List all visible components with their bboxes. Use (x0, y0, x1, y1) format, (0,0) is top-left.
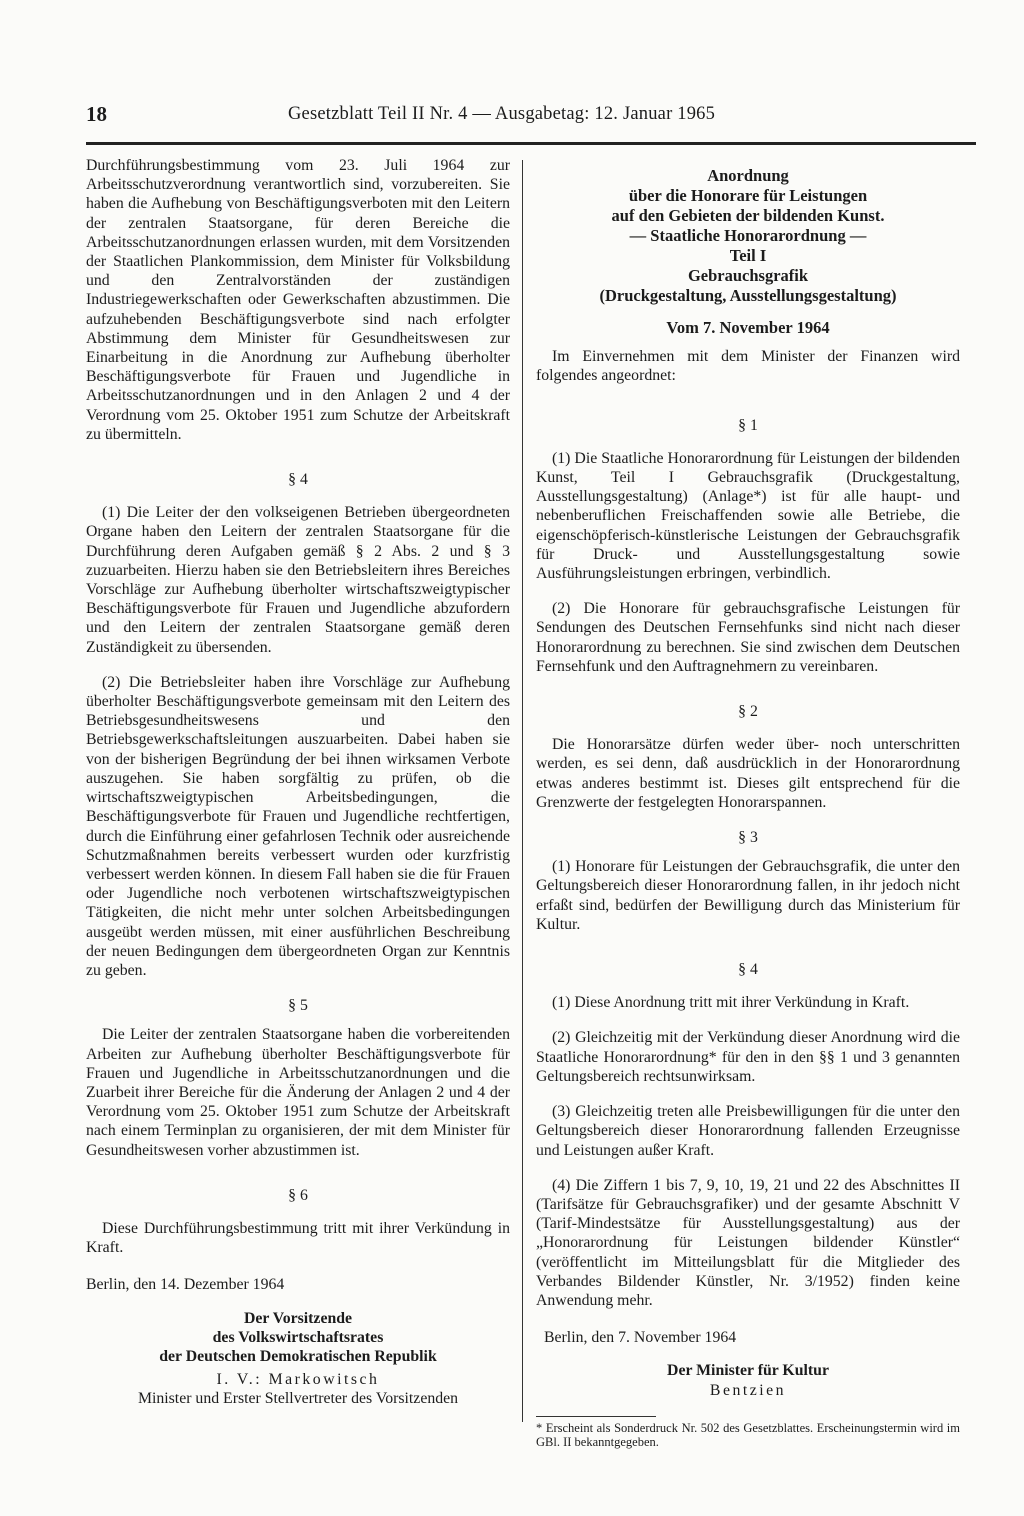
right-date-line: Berlin, den 7. November 1964 (544, 1329, 737, 1347)
ordinance-date: Vom 7. November 1964 (666, 318, 830, 337)
page-header (86, 102, 986, 132)
footnote-rule (536, 1416, 656, 1417)
section-heading-5: § 5 (288, 997, 308, 1015)
ordinance-title-2: über die Honorare für Leistungen (628, 186, 868, 205)
left-column (86, 156, 510, 1409)
section-heading-6: § 6 (288, 1186, 308, 1204)
paragraph-4-2: (2) Die Betriebsleiter haben ihre Vorschläge zur Aufhebung überholter Beschäftigungsverbote gemeinsam mit den Leitern des Betriebsgesundheitswesens und den Betriebsgewerkschaftsleitungen auszuarbeiten. Dabei haben sie von der bisherigen Begründung der bei ihnen wirksamen Verbote auszugehen. Sie haben sorgfältig zu prüfen, ob die wirtschaftszweigtypischen Arbeitsbedingungen, die Beschäftigungsverbote für Frauen und Jugendliche rechtfertigen, durch die Einführung einer gefahrlosen Technik oder ausreichende Schutzmaßnahmen bereits verbessert wurden oder kurzfristig verbessert werden können. In diesem Fall haben sie die für Frauen oder Jugendliche noch verbotenen wirtschaftszweigtypischen Tätigkeiten, die nicht mehr unter solchen Arbeitsbedingungen ausgeübt werden müssen, mit einer ausführlichen Beschreibung der neuen Bedingungen dem übergeordneten Organ zur Kenntnis zu geben. (86, 673, 510, 979)
paragraph-4r-3: (3) Gleichzeitig treten alle Preisbewilligungen für die unter den Geltungsbereich dieser Honorarordnung fallenden Erzeugnisse und Leistungen außer Kraft. (536, 1103, 960, 1159)
section-heading-2: § 2 (738, 703, 758, 721)
paragraph-4r-4: (4) Die Ziffern 1 bis 7, 9, 10, 19, 21 und 22 des Abschnittes II (Tarifsätze für Gebrauchsgrafiker) und der gesamte Abschnitt V (Tarif-Mindestsätze für Ausstellungsgestaltung) aus der „Honorarordnung für Leistungen bildender Künstler“ (veröffentlicht im Mitteilungsblatt für die Mitglieder des Verbandes Bildender Künstler, Nr. 3/1952) finden keine Anwendung mehr. (536, 1176, 960, 1309)
header-rule (86, 142, 976, 145)
ordinance-title-3: auf den Gebieten der bildenden Kunst. (611, 206, 885, 225)
ordinance-part: Teil I (729, 246, 767, 265)
signatory-title-3: der Deutschen Demokratischen Republik (159, 1347, 437, 1365)
ordinance-part-name: Gebrauchsgrafik (687, 266, 809, 285)
ordinance-part-scope: (Druckgestaltung, Ausstellungsgestaltung) (599, 286, 897, 305)
preamble: Im Einvernehmen mit dem Minister der Finanzen wird folgendes angeordnet: (536, 348, 960, 385)
paragraph-2: Die Honorarsätze dürfen weder über- noch unterschritten werden, es sei denn, daß ausdrücklich in der Honorarordnung etwas anderes bestimmt ist. Dieses gilt entsprechend für die Grenzwerte der festgelegten Honorarspannen. (536, 736, 960, 811)
gazette-title: Gesetzblatt Teil II Nr. 4 — Ausgabetag: 12. Januar 1965 (288, 104, 716, 124)
minister-title: Der Minister für Kultur (667, 1362, 829, 1380)
column-divider (522, 160, 523, 1422)
right-column (536, 166, 960, 1449)
signatory-name: I. V.: Markowitsch (216, 1371, 380, 1389)
paragraph-4r-1: (1) Diese Anordnung tritt mit ihrer Verkündung in Kraft. (552, 994, 910, 1012)
section-heading-3: § 3 (738, 829, 758, 847)
paragraph-3-1: (1) Honorare für Leistungen der Gebrauchsgrafik, die unter den Geltungsbereich dieser Honorarordnung fallen, in ihr jedoch nicht erfaßt sind, bedürfen der Bewilligung durch das Ministerium für Kultur. (536, 858, 960, 933)
paragraph-1-1: (1) Die Staatliche Honorarordnung für Leistungen der bildenden Kunst, Teil I Gebrauchsgrafik (Druckgestaltung, Ausstellungsgestaltung) (Anlage*) ist für alle haupt- und nebenberuflichen Freischaffenden sowie alle Betriebe, die eigenschöpferisch-künstlerische Leistungen der Gebrauchsgrafik für Druck- und Ausstellungsgestaltung sowie Ausführungsleistungen erbringen, verbindlich. (536, 449, 960, 583)
section-heading-4: § 4 (288, 471, 308, 489)
page-number: 18 (86, 102, 107, 126)
signatory-title-2: des Volkswirtschaftsrates (212, 1328, 384, 1346)
paragraph-4r-2: (2) Gleichzeitig mit der Verkündung dieser Anordnung wird die Staatliche Honorarordnung* für den in den §§ 1 und 3 genannten Geltungsbereich rechtsunwirksam. (536, 1029, 960, 1085)
section-heading-4-right: § 4 (738, 961, 758, 979)
paragraph-6: Diese Durchführungsbestimmung tritt mit ihrer Verkündung in Kraft. (86, 1219, 510, 1257)
ordinance-title-1: Anordnung (707, 166, 789, 185)
paragraph-4-1: (1) Die Leiter der den volkseigenen Betrieben übergeordneten Organe haben den Leitern der zentralen Staatsorgane für die Durchführung deren Aufgaben gemäß § 2 Abs. 2 und § 3 zuzuarbeiten. Hierzu haben sie den Betriebsleitern ihres Bereiches Vorschläge zur Aufhebung überholter wirtschaftszweigtypischer Beschäftigungsverbote für Frauen und Jugendliche abzufordern und den Leitern der zentralen Staatsorgane gemäß deren Zuständigkeit zu übersenden. (86, 504, 510, 656)
paragraph-1-2: (2) Die Honorare für gebrauchsgrafische Leistungen für Sendungen des Deutschen Fernsehfunks sind nicht nach dieser Honorarordnung zu berechnen. Sie sind zwischen dem Deutschen Fernsehfunk und den Auftragnehmern zu vereinbaren. (536, 600, 960, 675)
paragraph-5: Die Leiter der zentralen Staatsorgane haben die vorbereitenden Arbeiten zur Aufhebung überholter Beschäftigungsverbote für Frauen und Jugendliche in Arbeitsschutzanordnungen und die Zuarbeit ihrer Bereiche für die Änderung der Anlagen 2 und 4 der Verordnung vom 25. Oktober 1951 zum Schutze der Arbeitskraft nach einem Terminplan zu organisieren, der mit dem Minister für Gesundheitswesen vorher abzustimmen ist. (86, 1026, 510, 1159)
ordinance-title-4: — Staatliche Honorarordnung — (629, 226, 867, 245)
left-date-line: Berlin, den 14. Dezember 1964 (86, 1276, 285, 1294)
signatory-role: Minister und Erster Stellvertreter des Vorsitzenden (137, 1390, 459, 1408)
footnote: * Erscheint als Sonderdruck Nr. 502 des Gesetzblattes. Erscheinungstermin wird im GBl. II bekanntgegeben. (536, 1420, 960, 1449)
minister-name: Bentzien (709, 1381, 787, 1399)
section-heading-1: § 1 (738, 416, 758, 434)
signatory-title-1: Der Vorsitzende (243, 1309, 353, 1327)
intro-paragraph: Durchführungsbestimmung vom 23. Juli 1964 zur Arbeitsschutzverordnung verantwortlich sind, vorzubereiten. Sie haben die Aufhebung von Beschäftigungsverboten mit den Leitern der zentralen Staatsorgane, für deren Bereiche die Arbeitsschutzanordnungen erlassen wurden, mit dem Vorsitzenden der Staatlichen Plankommission, dem Minister für Volksbildung und den Zentralvorständen der zuständigen Industriegewerkschaften oder Gewerkschaften abzustimmen. Die aufzuhebenden Beschäftigungsverbote sind nach erfolgter Abstimmung dem Minister für Gesundheitswesen zur Einarbeitung in die Anordnung zur Aufhebung überholter Beschäftigungsverbote für Frauen und Jugendliche in Arbeitsschutzanordnungen und in den Anlagen 2 und 4 der Verordnung vom 25. Oktober 1951 zum Schutze der Arbeitskraft zu übermitteln. (86, 157, 510, 443)
